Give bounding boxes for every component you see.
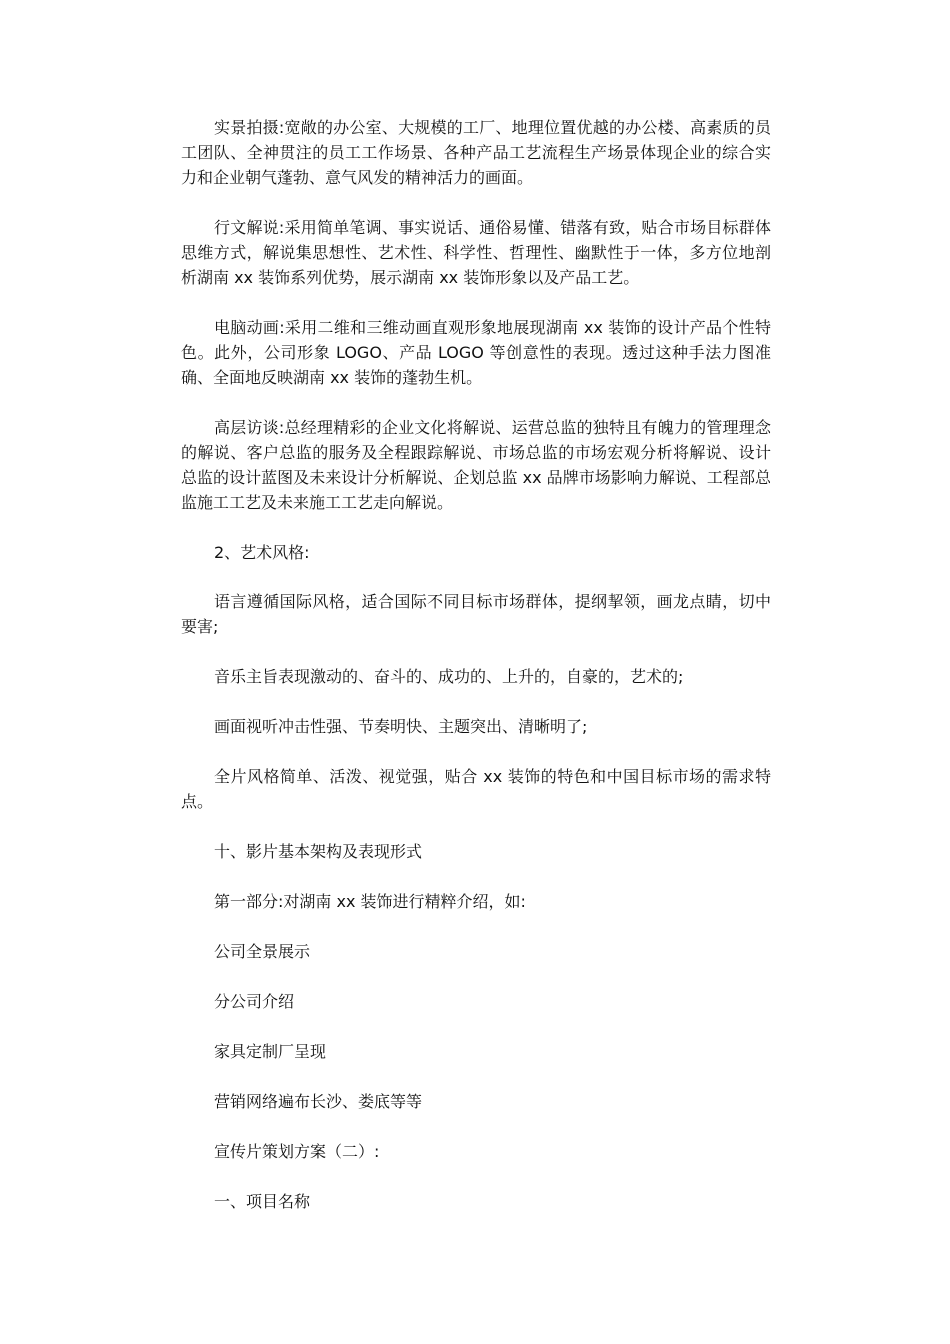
paragraph-live-shooting: 实景拍摄:宽敞的办公室、大规模的工厂、地理位置优越的办公楼、高素质的员工团队、全神贯注的员工工作场景、各种产品工艺流程生产场景体现企业的综合实力和企业朝气蓬勃、意气风发的精神活力的画面。 xyxy=(181,118,771,187)
list-item: 分公司介绍 xyxy=(214,992,295,1011)
paragraph-language: 语言遵循国际风格，适合国际不同目标市场群体，提纲挈领，画龙点睛，切中要害; xyxy=(181,592,771,636)
heading-project-name: 一、项目名称 xyxy=(214,1192,311,1211)
paragraph-part-one: 第一部分:对湖南 xx 装饰进行精粹介绍，如: xyxy=(214,892,526,911)
heading-plan-two: 宣传片策划方案（二）: xyxy=(214,1142,380,1161)
heading-art-style: 2、艺术风格: xyxy=(214,543,310,562)
paragraph-visuals: 画面视听冲击性强、节奏明快、主题突出、清晰明了; xyxy=(214,717,588,736)
paragraph-overall-style: 全片风格简单、活泼、视觉强，贴合 xx 装饰的特色和中国目标市场的需求特点。 xyxy=(181,767,771,811)
paragraph-narration: 行文解说:采用简单笔调、事实说话、通俗易懂、错落有致，贴合市场目标群体思维方式，解说集思想性、艺术性、科学性、哲理性、幽默性于一体，多方位地剖析湖南 xx 装饰系列优势，展示湖南 xx 装饰形象以及产品工艺。 xyxy=(181,218,771,287)
heading-film-structure: 十、影片基本架构及表现形式 xyxy=(214,842,423,861)
list-item: 营销网络遍布长沙、娄底等等 xyxy=(214,1092,423,1111)
list-item: 家具定制厂呈现 xyxy=(214,1042,327,1061)
paragraph-executive-interview: 高层访谈:总经理精彩的企业文化将解说、运营总监的独特且有魄力的管理理念的解说、客户总监的服务及全程跟踪解说、市场总监的市场宏观分析将解说、设计总监的设计蓝图及未来设计分析解说、企划总监 xx 品牌市场影响力解说、工程部总监施工工艺及未来施工工艺走向解说。 xyxy=(181,418,771,512)
paragraph-music: 音乐主旨表现激动的、奋斗的、成功的、上升的，自豪的，艺术的; xyxy=(214,667,684,686)
list-item: 公司全景展示 xyxy=(214,942,311,961)
document-body xyxy=(181,115,771,1214)
paragraph-animation: 电脑动画:采用二维和三维动画直观形象地展现湖南 xx 装饰的设计产品个性特色。此外，公司形象 LOGO、产品 LOGO 等创意性的表现。透过这种手法力图准确、全面地反映湖南 xx 装饰的蓬勃生机。 xyxy=(181,318,771,387)
